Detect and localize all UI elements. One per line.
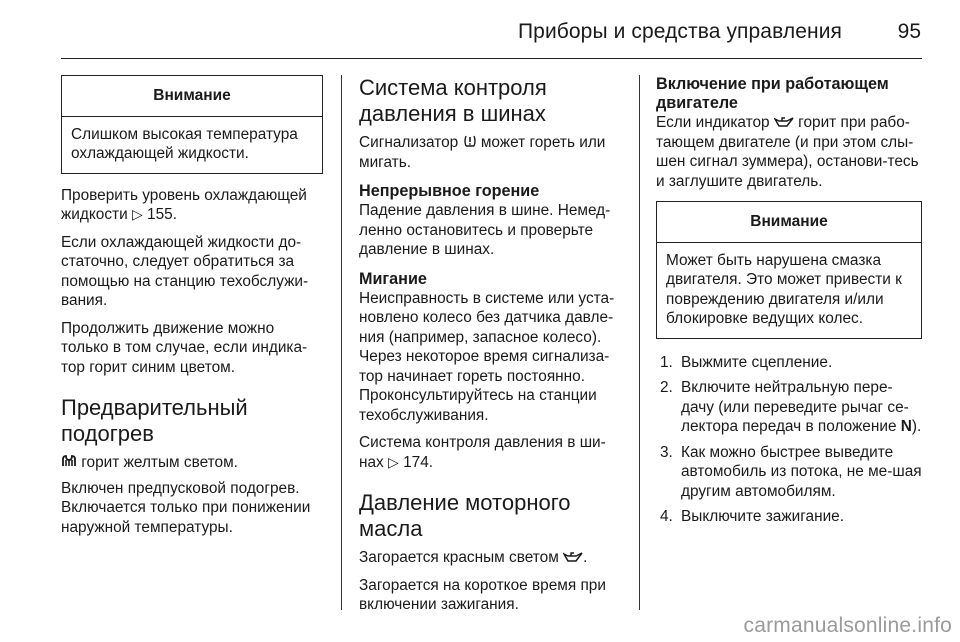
preheat-heading: Предварительный подогрев	[61, 395, 248, 446]
column-divider-right	[639, 75, 640, 610]
steps-list	[656, 353, 922, 527]
oil-can-icon	[563, 548, 583, 568]
list-item: 1. Выжмите сцепление.	[660, 353, 833, 371]
cross-reference-arrow-icon: ▷	[131, 206, 143, 222]
coolant-check-paragraph: Проверить уровень охлаждающей жидкости ▷ 155.	[61, 186, 307, 223]
preheat-description-paragraph: Включен предпусковой подогрев. Включается только при понижении наружной температуры.	[61, 479, 311, 536]
page-reference: 155.	[147, 206, 177, 223]
column-divider-left	[341, 75, 342, 610]
list-item: 3. Как можно быстрее выведите автомобиль из потока, не ме-шая другим автомобилям.	[660, 443, 922, 500]
flashing-subheading: Мигание	[359, 269, 427, 288]
warning-box-title: Внимание	[62, 76, 322, 117]
coolant-sufficient-paragraph: Если охлаждающей жидкости до-статочно, следует обратиться за помощью на станцию техобслужи-вания.	[61, 233, 309, 309]
oil-warning-box	[656, 201, 922, 339]
list-item: 4. Выключите зажигание.	[660, 508, 845, 525]
middle-column	[359, 75, 623, 623]
tire-pressure-icon	[463, 133, 477, 153]
glow-plug-icon	[61, 453, 77, 473]
page-reference: 174.	[403, 453, 434, 471]
oil-pressure-heading: Давление моторного масла	[359, 490, 571, 541]
left-column	[61, 75, 323, 545]
cross-reference-arrow-icon: ▷	[388, 453, 399, 470]
tire-indicator-paragraph: Сигнализатор может гореть или мигать.	[359, 134, 606, 171]
page-number: 95	[897, 20, 921, 43]
engine-running-paragraph: Если индикатор горит при рабо-тающем двигателе (и при этом слы-шен сигнал зуммера), останови-тесь и заглушите двигатель.	[656, 114, 919, 190]
continuous-glow-subheading: Непрерывное горение	[359, 182, 540, 200]
list-item: 2. Включите нейтральную пере-дачу (или переведите рычаг се-лектора передач в положение N).	[660, 379, 922, 435]
coolant-warning-box	[61, 75, 323, 174]
preheat-indicator-paragraph: горит желтым светом.	[61, 453, 323, 473]
continue-driving-paragraph: Продолжить движение можно только в том случае, если индика-тор горит синим цветом.	[61, 319, 308, 376]
right-column	[656, 75, 922, 533]
warning-box-title: Внимание	[657, 202, 921, 243]
oil-ignition-paragraph: Загорается на короткое время при включении зажигания.	[359, 576, 606, 613]
gear-neutral-label: N	[900, 418, 912, 435]
engine-running-subheading: Включение при работающем двигателе	[656, 75, 889, 112]
warning-box-text: Слишком высокая температура охлаждающей жидкости.	[71, 125, 298, 162]
continuous-glow-paragraph: Падение давления в шине. Немед-ленно остановитесь и проверьте давление в шинах.	[359, 202, 611, 258]
warning-box-text: Может быть нарушена смазка двигателя. Это может привести к повреждению двигателя и/или блокировке ведущих колес.	[666, 251, 902, 327]
oil-can-icon	[774, 113, 794, 133]
flashing-paragraph: Неисправность в системе или уста-новлено колесо без датчика давле-ния (например, запасное колесо). Через некоторое время сигнализа-тор начинает гореть постоянно. Проконсультируйтесь на станции техобслуживания.	[359, 289, 615, 424]
tire-system-reference-paragraph: Система контроля давления в ши-нах ▷ 174.	[359, 434, 606, 471]
header-divider	[61, 58, 922, 59]
tire-pressure-heading: Система контроля давления в шинах	[359, 75, 547, 126]
running-header-title: Приборы и средства управления	[517, 20, 842, 43]
oil-indicator-paragraph: Загорается красным светом .	[359, 549, 588, 566]
site-watermark: carmanualsonline.info	[743, 614, 952, 637]
